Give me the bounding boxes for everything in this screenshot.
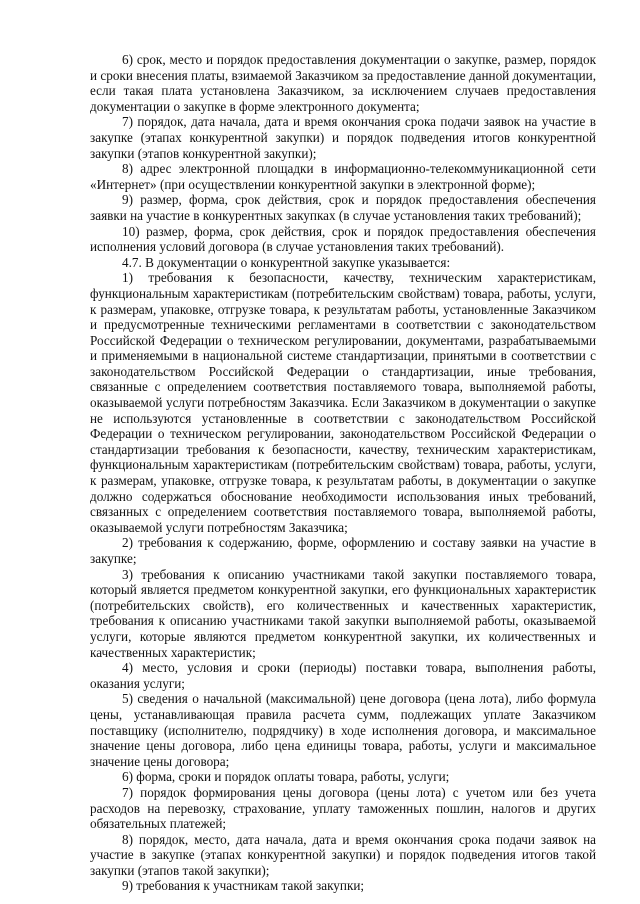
item-8-submission-procedure: 8) порядок, место, дата начала, дата и время окончания срока подачи заявок на участие в закупке (этапах конкурентной закупки) и порядок подведения итогов такой закупки (этапов такой закупки); xyxy=(90,831,596,878)
item-9-participant-requirements: 9) требования к участникам такой закупки; xyxy=(122,878,365,894)
paragraph-8-electronic-platform: 8) адрес электронной площадки в информационно-телекоммуникационной сети «Интернет» (при осуществлении конкурентной закупки в электронной форме); xyxy=(90,161,596,192)
item-4-delivery-terms: 4) место, условия и сроки (периоды) поставки товара, выполнения работы, оказания услуги; xyxy=(90,660,596,691)
item-6-payment-terms: 6) форма, сроки и порядок оплаты товара, работы, услуги; xyxy=(122,769,450,785)
document-page xyxy=(90,52,596,894)
item-7-price-formation: 7) порядок формирования цены договора (цены лота) с учетом или без учета расходов на перевозку, страхование, уплату таможенных пошлин, налогов и других обязательных платежей; xyxy=(90,784,596,832)
section-4-7-heading: 4.7. В документации о конкурентной закупке указывается: xyxy=(122,254,451,270)
item-3-description-requirements: 3) требования к описанию участниками такой закупки поставляемого товара, который является предметом конкурентной закупки, его функциональных характеристик (потребительских свойств), его количественных и качественных характеристик, требования к описанию участниками такой закупки выполняемой работы, оказываемой услуги, которые являются предметом конкурентной закупки, их количественных и качественных характеристик; xyxy=(90,566,596,660)
paragraph-10-contract-security: 10) размер, форма, срок действия, срок и порядок предоставления обеспечения исполнения условий договора (в случае установления таких требований). xyxy=(90,223,596,255)
paragraph-9-application-security: 9) размер, форма, срок действия, срок и порядок предоставления обеспечения заявки на участие в конкурентных закупках (в случае установления таких требований); xyxy=(90,192,596,223)
paragraph-6-documentation-terms: 6) срок, место и порядок предоставления документации о закупке, размер, порядок и сроки внесения платы, взимаемой Заказчиком за предоставление данной документации, если такая плата установлена Заказчиком, за исключением случаев предоставления документации о закупке в форме электронного документа; xyxy=(90,52,596,114)
item-1-requirements: 1) требования к безопасности, качеству, техническим характеристикам, функциональным характеристикам (потребительским свойствам) товара, работы, услуги, к размерам, упаковке, отгрузке товара, к результатам работы, установленные Заказчиком и предусмотренные техническими регламентами в соответствии с законодательством Российской Федерации о техническом регулировании, документами, разрабатываемыми и применяемыми в национальной системе стандартизации, принятыми в соответствии с законодательством Российской Федерации о стандартизации, иные требования, связанные с определением соответствия поставляемого товара, выполняемой работы, оказываемой услуги потребностям Заказчика. Если Заказчиком в документации о закупке не используются установленные в соответствии с законодательством Российской Федерации о техническом регулировании, законодательством Российской Федерации о стандартизации требования к безопасности, качеству, техническим характеристикам, функциональным характеристикам (потребительским свойствам) товара, работы, услуги, к размерам, упаковке, отгрузке товара, к результатам работы, в документации о закупке должно содержаться обоснование необходимости использования иных требований, связанных с определением соответствия поставляемого товара, выполняемой работы, оказываемой услуги потребностям Заказчика; xyxy=(90,270,596,535)
item-5-initial-price: 5) сведения о начальной (максимальной) цене договора (цена лота), либо формула цены, устанавливающая правила расчета сумм, подлежащих уплате Заказчиком поставщику (исполнителю, подрядчику) в ходе исполнения договора, и максимальное значение цены договора, либо цена единицы товара, работы, услуги и максимальное значение цены договора; xyxy=(90,691,596,769)
item-2-application-content: 2) требования к содержанию, форме, оформлению и составу заявки на участие в закупке; xyxy=(90,535,596,566)
paragraph-7-application-deadlines: 7) порядок, дата начала, дата и время окончания срока подачи заявок на участие в закупке (этапах конкурентной закупки) и порядок подведения итогов конкурентной закупки (этапов конкурентной закупки); xyxy=(90,114,596,161)
